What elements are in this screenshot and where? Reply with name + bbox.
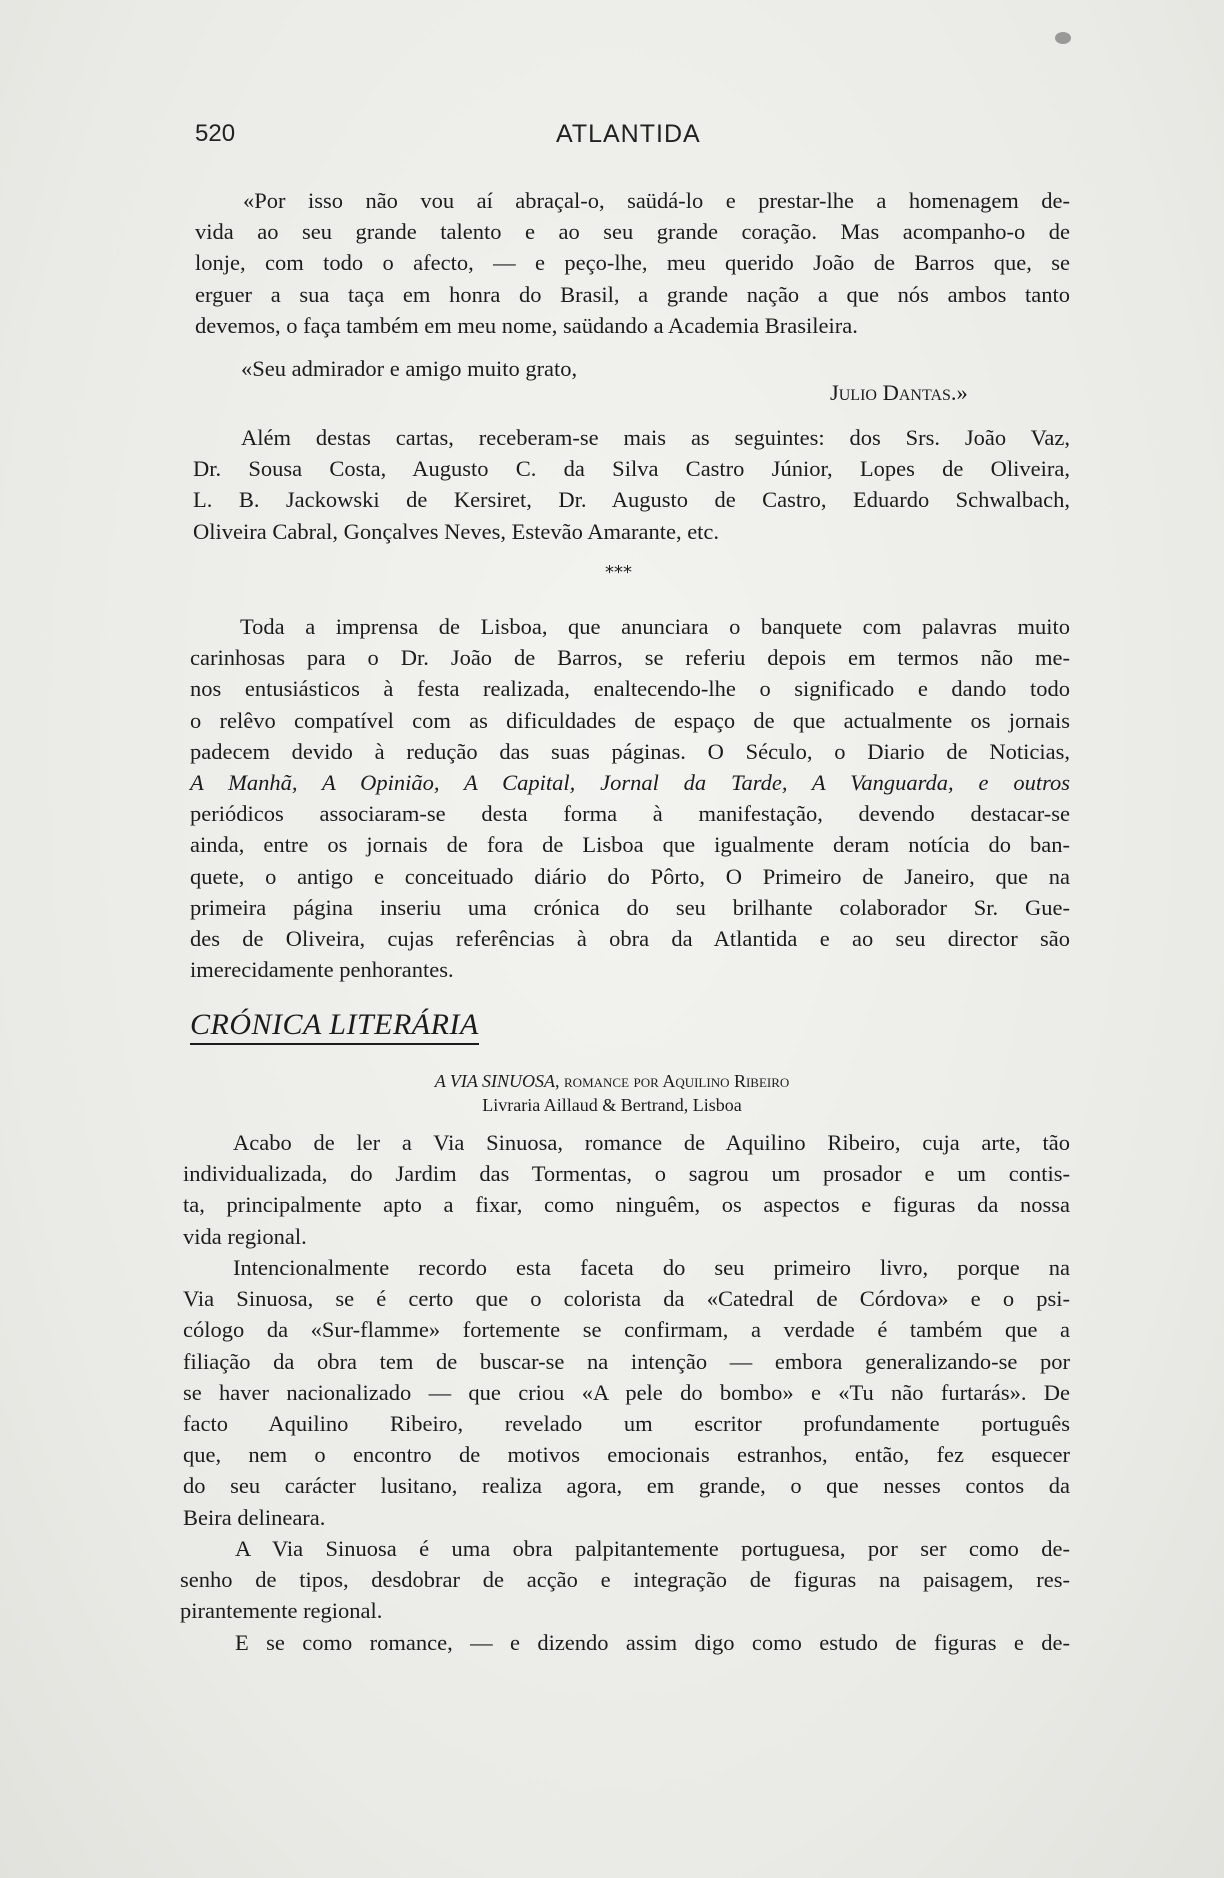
letters-paragraph — [193, 422, 1070, 547]
text-line: vida ao seu grande talento e ao seu grande coração. Mas acompanho-o de — [195, 219, 1070, 245]
text-line: erguer a sua taça em honra do Brasil, a grande nação a que nós ambos tanto — [195, 281, 1070, 307]
text-line: primeira página inseriu uma crónica do seu brilhante colaborador Sr. Gue- — [190, 894, 1070, 920]
text-line: L. B. Jackowski de Kersiret, Dr. Augusto de Castro, Eduardo Schwalbach, — [193, 487, 1070, 513]
running-header: ATLANTIDA — [556, 120, 701, 148]
book-author: , romance por Aquilino Ribeiro — [555, 1071, 790, 1091]
text-line: Beira delineara. — [183, 1504, 326, 1530]
text-line: Acabo de ler a Via Sinuosa, romance de Aquilino Ribeiro, cuja arte, tão — [233, 1130, 1070, 1155]
text-line: individualizada, do Jardim das Tormentas, o sagrou um prosador e um contis- — [183, 1161, 1070, 1187]
book-reference — [0, 1071, 1224, 1092]
text-line: imerecidamente penhorantes. — [190, 957, 454, 983]
text-line: se haver nacionalizado — que criou «A pele do bombo» e «Tu não furtarás». De — [183, 1379, 1070, 1405]
text-line: Intencionalmente recordo esta faceta do seu primeiro livro, porque na — [233, 1255, 1070, 1280]
book-publisher: Livraria Aillaud & Bertrand, Lisboa — [482, 1095, 742, 1115]
text-line: devemos, o faça também em meu nome, saüdando a Academia Brasileira. — [195, 312, 858, 338]
text-line: lonje, com todo o afecto, — e peço-lhe, meu querido João de Barros que, se — [195, 250, 1070, 276]
book-title: A VIA SINUOSA — [434, 1071, 556, 1091]
text-line: periódicos associaram-se desta forma à manifestação, devendo destacar-se — [190, 801, 1070, 827]
text-line: filiação da obra tem de buscar-se na intenção — embora generalizando-se por — [183, 1348, 1070, 1374]
section-title: CRÓNICA LITERÁRIA — [190, 1008, 479, 1045]
text-line: Além destas cartas, receberam-se mais as seguintes: dos Srs. João Vaz, — [241, 425, 1070, 450]
letter-closing: «Seu admirador e amigo muito grato, — [241, 356, 578, 381]
text-line: padecem devido à redução das suas páginas. O Século, o Diario de Noticias, — [190, 738, 1070, 764]
text-line: o relêvo compatível com as dificuldades de espaço de que actualmente os jornais — [190, 707, 1070, 733]
section-separator: *** — [605, 562, 632, 583]
text-line: «Por isso não vou aí abraçal-o, saüdá-lo e prestar-lhe a homenagem de- — [243, 188, 1070, 213]
review-paragraph-4 — [180, 1627, 1070, 1658]
review-paragraph-2 — [183, 1252, 1070, 1533]
review-paragraph-3 — [180, 1533, 1070, 1627]
text-line: pirantemente regional. — [180, 1598, 383, 1624]
text-line: cólogo da «Sur-flamme» fortemente se confirmam, a verdade é também que a — [183, 1317, 1070, 1343]
review-paragraph-1 — [183, 1127, 1070, 1252]
text-line: senho de tipos, desdobrar de acção e integração de figuras na paisagem, res- — [180, 1567, 1070, 1593]
text-line: E se como romance, — e dizendo assim digo como estudo de figuras e de- — [235, 1630, 1070, 1655]
press-paragraph — [190, 611, 1070, 985]
text-line: facto Aquilino Ribeiro, revelado um escritor profundamente português — [183, 1411, 1070, 1437]
ink-smudge — [1055, 32, 1071, 44]
text-line: carinhosas para o Dr. João de Barros, se referiu depois em termos não me- — [190, 645, 1070, 671]
page-number: 520 — [195, 120, 236, 147]
text-line: Oliveira Cabral, Gonçalves Neves, Estevão Amarante, etc. — [193, 518, 720, 544]
text-line: do seu carácter lusitano, realiza agora, em grande, o que nesses contos da — [183, 1473, 1070, 1499]
text-line: Dr. Sousa Costa, Augusto C. da Silva Castro Júnior, Lopes de Oliveira, — [193, 456, 1070, 482]
text-line: Toda a imprensa de Lisboa, que anunciara o banquete com palavras muito — [240, 614, 1070, 639]
text-line: ainda, entre os jornais de fora de Lisboa que igualmente deram notícia do ban- — [190, 832, 1070, 858]
text-line: quete, o antigo e conceituado diário do Pôrto, O Primeiro de Janeiro, que na — [190, 863, 1070, 889]
text-line: A Via Sinuosa é uma obra palpitantemente portuguesa, por ser como de- — [235, 1536, 1070, 1561]
text-line: Via Sinuosa, se é certo que o colorista da «Catedral de Córdova» e o psi- — [183, 1286, 1070, 1312]
letter-paragraph — [195, 185, 1070, 341]
text-line: A Manhã, A Opinião, A Capital, Jornal da Tarde, A Vanguarda, e outros — [190, 770, 1070, 796]
text-line: que, nem o encontro de motivos emocionais estranhos, então, fez esquecer — [183, 1442, 1070, 1468]
text-line: vida regional. — [183, 1223, 307, 1249]
text-line: des de Oliveira, cujas referências à obra da Atlantida e ao seu director são — [190, 926, 1070, 952]
letter-signature: Julio Dantas.» — [830, 380, 968, 405]
text-line: nos entusiásticos à festa realizada, enaltecendo-lhe o significado e dando todo — [190, 676, 1070, 702]
text-line: ta, principalmente apto a fixar, como ninguêm, os aspectos e figuras da nossa — [183, 1192, 1070, 1218]
